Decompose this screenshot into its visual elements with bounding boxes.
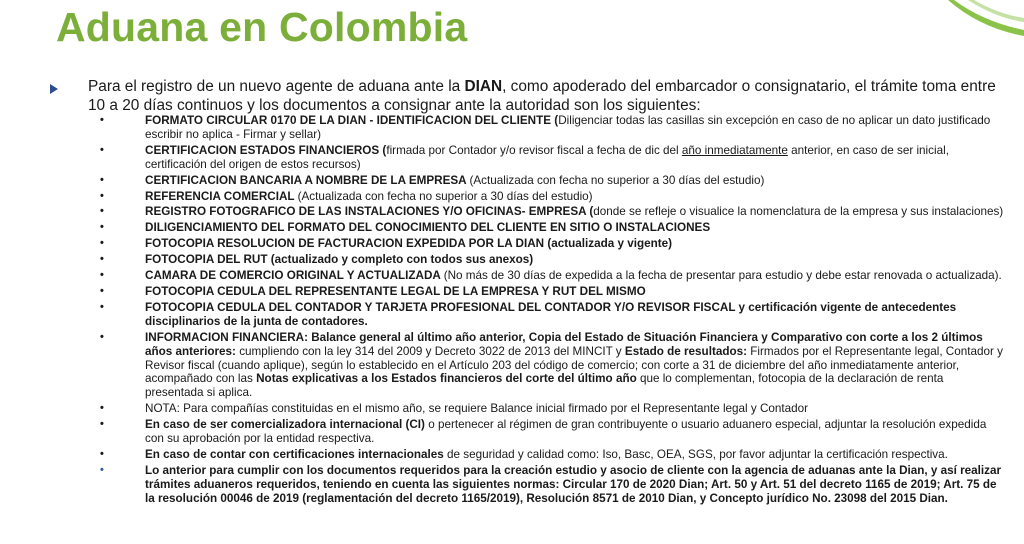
list-item: • FOTOCOPIA CEDULA DEL REPRESENTANTE LEGAL DE LA EMPRESA Y RUT DEL MISMO [100, 284, 646, 298]
list-item: • REGISTRO FOTOGRAFICO DE LAS INSTALACIONES Y/O OFICINAS- EMPRESA (donde se refleje o visualice la nomenclatura de la empresa y sus instalaciones) [100, 205, 1004, 219]
arrow-bullet-icon [50, 84, 58, 94]
list-item: • Lo anterior para cumplir con los documentos requeridos para la creación estudio y asocio de cliente con la agencia de aduanas ante la Dian, y así realizar trámites aduaneros requeridos, teniendo en cuenta las siguientes normas: Circular 170 de 2020 Dian; Art. 50 y Art. 51 del decreto 1165 de 2019; Art. 75 de la resolución 00046 de 2019 (reglamentación del decreto 1165/2019), Resolución 8571 de 2010 Dian, y Concepto jurídico No. 23098 del 2015 Dian. [100, 463, 1002, 505]
bullet-icon: • [100, 237, 104, 250]
bullet-icon: • [100, 284, 104, 297]
corner-decoration [944, 0, 1024, 36]
list-item: • FOTOCOPIA RESOLUCION DE FACTURACION EXPEDIDA POR LA DIAN (actualizada y vigente) [100, 237, 673, 251]
list-item: • En caso de ser comercializadora internacional (CI) o pertenecer al régimen de gran contribuyente o usuario aduanero especial, adjuntar la resolución expedida con su aprobación por la entidad respectiva. [100, 418, 987, 446]
list-item: • NOTA: Para compañías constituidas en el mismo año, se requiere Balance inicial firmado por el Representante legal y Contador [100, 402, 809, 416]
bullet-icon: • [100, 221, 104, 234]
bullet-icon: • [100, 173, 104, 186]
list-item: • FOTOCOPIA CEDULA DEL CONTADOR Y TARJETA PROFESIONAL DEL CONTADOR Y/O REVISOR FISCAL y certificación vigente de antecedentes disciplinarios de la junta de contadores. [100, 300, 957, 328]
list-item: • En caso de contar con certificaciones internacionales de seguridad y calidad como: Iso, Basc, OEA, SGS, por favor adjuntar la certificación respectiva. [100, 447, 948, 461]
bullet-icon: • [100, 447, 104, 460]
page-title: Aduana en Colombia [56, 4, 468, 50]
bullet-icon: • [100, 269, 104, 282]
bullet-icon: • [100, 418, 104, 431]
bullet-icon: • [100, 189, 104, 202]
bullet-icon: • [100, 402, 104, 415]
intro-paragraph: Para el registro de un nuevo agente de aduana ante la DIAN, como apoderado del embarcador o consignatario, el trámite toma entre 10 a 20 días continuos y los documentos a consignar ante la autoridad son los siguientes: [88, 78, 996, 114]
list-item: • CERTIFICACION BANCARIA A NOMBRE DE LA EMPRESA (Actualizada con fecha no superior a 30 días del estudio) [100, 173, 765, 187]
list-item: • FOTOCOPIA DEL RUT (actualizado y completo con todos sus anexos) [100, 253, 534, 267]
list-item: • CERTIFICACION ESTADOS FINANCIEROS (firmada por Contador y/o revisor fiscal a fecha de dic del año inmediatamente anterior, en caso de ser inicial, certificación del origen de estos recursos) [100, 143, 949, 171]
list-item: • REFERENCIA COMERCIAL (Actualizada con fecha no superior a 30 días del estudio) [100, 189, 593, 203]
bullet-icon: • [100, 300, 104, 313]
bullet-icon: • [100, 253, 104, 266]
bullet-icon: • [100, 205, 104, 218]
list-item: • FORMATO CIRCULAR 0170 DE LA DIAN - IDENTIFICACION DEL CLIENTE (Diligenciar todas las casillas sin excepción en caso de no aplicar un dato justificado escribir no aplica - Firmar y sellar) [100, 114, 991, 141]
bullet-icon: • [100, 463, 104, 476]
bullet-icon: • [100, 143, 104, 156]
bullet-icon: • [100, 330, 104, 343]
documents-list [98, 114, 1004, 508]
list-item: • INFORMACION FINANCIERA: Balance general al último año anterior, Copia del Estado de Situación Financiera y Comparativo con corte a los 2 últimos años anteriores: cumpliendo con la ley 314 del 2009 y Decreto 3022 de 2013 del MINCIT y Estado de resultados: Firmados por el Representante legal, Contador y Revisor fiscal (cuando aplique), según lo establecido en el Artículo 203 del código de comercio; con corte a 31 de diciembre del año inmediatamente anterior, acompañado con las Notas explicativas a los Estados financieros del corte del último año que lo complementan, fotocopia de la declaración de renta presentada si aplica. [100, 330, 1003, 400]
bullet-icon: • [100, 114, 104, 126]
list-item: • CAMARA DE COMERCIO ORIGINAL Y ACTUALIZADA (No más de 30 días de expedida a la fecha de presentar para estudio y debe estar renovada o actualizada). [100, 269, 1002, 283]
list-item: • DILIGENCIAMIENTO DEL FORMATO DEL CONOCIMIENTO DEL CLIENTE EN SITIO O INSTALACIONES [100, 221, 711, 235]
